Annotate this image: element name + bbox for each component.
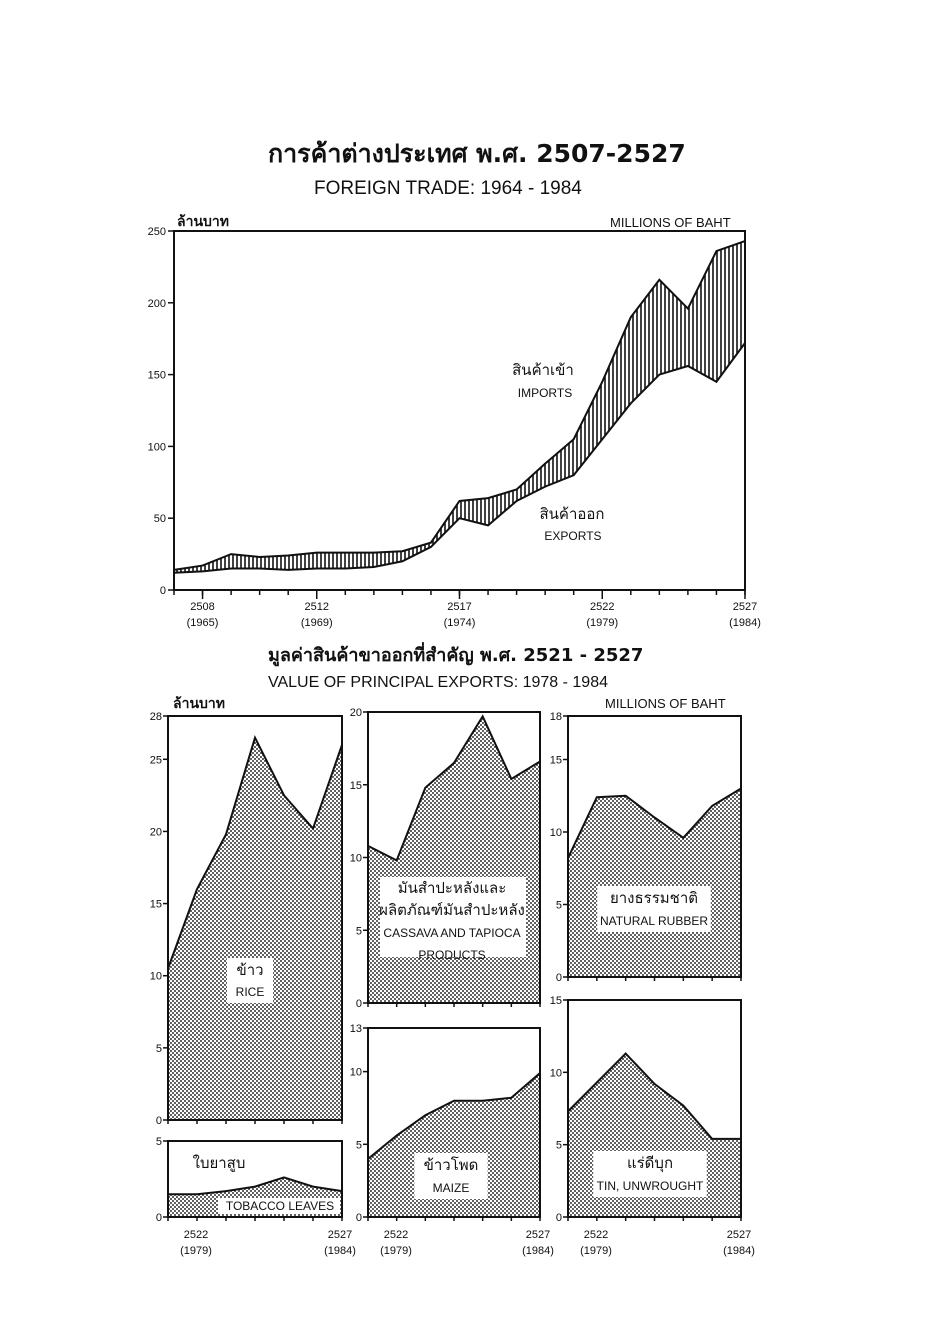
exports-point (287, 569, 289, 571)
bottom-unit-en: MILLIONS OF BAHT (605, 696, 726, 711)
y-tick-label: 250 (147, 226, 166, 238)
cassava-point (453, 762, 455, 764)
exports-point (573, 474, 575, 476)
cassava-y-tick-label: 20 (349, 707, 362, 719)
rice-area (168, 738, 342, 1120)
tin-point (596, 1082, 598, 1084)
rice-label-en: RICE (235, 985, 265, 999)
maize-point (482, 1100, 484, 1102)
exports-line (174, 343, 745, 573)
small-x-label-start: 2522 (583, 1229, 609, 1241)
rice-y-tick-label: 15 (149, 898, 162, 911)
maize-y-tick-label: 5 (355, 1139, 362, 1152)
x-tick-sublabel: (1979) (586, 617, 619, 629)
x-tick-label: 2522 (590, 601, 615, 613)
small-x-sublabel-end: (1984) (522, 1245, 554, 1257)
bottom-title-thai: มูลค่าสินค้าขาออกที่สำคัญ พ.ศ. 2521 - 2527 (268, 645, 644, 666)
tin-y-tick-label: 5 (555, 1139, 562, 1152)
imports-point (430, 542, 432, 544)
small-x-label-end: 2527 (525, 1229, 551, 1241)
tin-y-tick-label: 15 (549, 995, 562, 1007)
rice-y-tick-label: 20 (149, 826, 162, 839)
trade-balance-band (174, 241, 745, 573)
x-tick-sublabel: (1965) (186, 617, 219, 629)
maize-point (425, 1114, 427, 1116)
cassava-y-tick-label: 0 (355, 998, 362, 1010)
rubber-label-en: NATURAL RUBBER (599, 914, 709, 928)
exports-point (430, 546, 432, 548)
maize-y-tick-label: 13 (349, 1023, 362, 1035)
cassava-point (511, 778, 513, 780)
rubber-point (625, 795, 627, 797)
exports-point (459, 517, 461, 519)
tobacco-point (196, 1193, 198, 1195)
cassava-point (425, 787, 427, 789)
imports-point (287, 555, 289, 557)
tin-y-tick-label: 0 (555, 1212, 562, 1224)
imports-point (573, 438, 575, 440)
x-tick-sublabel: (1984) (729, 617, 761, 629)
small-x-label-start: 2522 (183, 1229, 209, 1241)
rice-y-tick-label: 0 (155, 1115, 162, 1127)
top-title-en: FOREIGN TRADE: 1964 - 1984 (314, 178, 582, 199)
imports-point (402, 550, 404, 552)
imports-point (659, 279, 661, 281)
cassava-point (482, 716, 484, 718)
rubber-label-thai: ยางธรรมชาติ (609, 889, 699, 907)
small-x-sublabel-start: (1979) (180, 1245, 212, 1257)
small-x-label-end: 2527 (327, 1229, 353, 1241)
tobacco-label-thai: ใบยาสูบ (192, 1154, 246, 1172)
maize-point (511, 1097, 513, 1099)
x-tick-sublabel: (1974) (443, 617, 476, 629)
rubber-point (654, 817, 656, 819)
tobacco-point (283, 1177, 285, 1179)
rubber-y-tick-label: 0 (555, 972, 562, 984)
exports-label-thai: สินค้าออก (539, 505, 605, 523)
cassava-label-thai-1: มันสำปะหลังและ (397, 879, 507, 897)
tobacco-point (225, 1190, 227, 1192)
cassava-y-tick-label: 5 (355, 925, 362, 938)
tin-y-tick-label: 10 (549, 1067, 562, 1080)
exports-point (659, 374, 661, 376)
tin-point (654, 1083, 656, 1085)
rice-y-tick-label: 10 (149, 970, 162, 983)
maize-point (396, 1135, 398, 1137)
cassava-panel (350, 707, 541, 1010)
small-x-label-end: 2527 (726, 1229, 752, 1241)
exports-point (601, 438, 603, 440)
rubber-y-tick-label: 5 (555, 899, 562, 912)
rice-point (254, 737, 256, 739)
bottom-unit-thai: ล้านบาท (173, 696, 225, 712)
imports-point (202, 565, 204, 567)
tobacco-y-tick-label: 5 (155, 1136, 162, 1148)
exports-point (373, 566, 375, 568)
rice-y-tick-label: 25 (149, 754, 162, 767)
exports-point (202, 571, 204, 573)
rubber-point (711, 805, 713, 807)
imports-point (601, 381, 603, 383)
rice-point (312, 828, 314, 830)
top-unit-en: MILLIONS OF BAHT (610, 215, 731, 230)
exports-point (687, 365, 689, 367)
maize-point (453, 1100, 455, 1102)
maize-y-tick-label: 10 (349, 1066, 362, 1079)
rubber-y-tick-label: 18 (549, 711, 562, 723)
exports-label-en: EXPORTS (544, 529, 602, 543)
exports-point (230, 568, 232, 570)
maize-y-tick-label: 0 (355, 1212, 362, 1224)
y-tick-label: 0 (159, 585, 166, 597)
y-tick-label: 150 (147, 369, 166, 382)
bottom-title-en: VALUE OF PRINCIPAL EXPORTS: 1978 - 1984 (268, 674, 608, 691)
imports-point (630, 316, 632, 318)
maize-label-thai: ข้าวโพด (423, 1156, 479, 1174)
y-tick-label: 100 (147, 441, 166, 454)
cassava-y-tick-label: 10 (349, 852, 362, 865)
top-unit-thai: ล้านบาท (177, 214, 229, 230)
imports-label-en: IMPORTS (517, 386, 573, 400)
rice-y-tick-label: 5 (155, 1042, 162, 1055)
x-tick-label: 2527 (732, 601, 758, 613)
exports-point (402, 560, 404, 562)
small-x-label-start: 2522 (383, 1229, 409, 1241)
x-tick-label: 2512 (304, 601, 329, 613)
x-tick-label: 2517 (447, 601, 472, 613)
cassava-point (396, 860, 398, 862)
rice-panel (150, 711, 343, 1127)
tin-label-thai: แร่ดีบุก (626, 1154, 674, 1172)
exports-point (316, 568, 318, 570)
rice-point (283, 795, 285, 797)
x-tick-sublabel: (1969) (300, 617, 333, 629)
rice-label-thai: ข้าว (236, 961, 264, 979)
y-tick-label: 200 (147, 297, 166, 310)
cassava-label-thai-2: ผลิตภัณฑ์มันสำปะหลัง (379, 901, 525, 919)
imports-point (544, 463, 546, 465)
tobacco-y-tick-label: 0 (155, 1212, 162, 1224)
imports-point (487, 497, 489, 499)
rubber-point (683, 837, 685, 839)
imports-point (716, 250, 718, 252)
rubber-y-tick-label: 15 (549, 754, 562, 767)
rubber-y-tick-label: 10 (549, 827, 562, 839)
exports-point (259, 568, 261, 570)
imports-point (230, 553, 232, 555)
small-x-sublabel-start: (1979) (380, 1245, 412, 1257)
small-x-sublabel-end: (1984) (723, 1245, 755, 1257)
cassava-y-tick-label: 15 (349, 779, 362, 792)
imports-point (345, 552, 347, 554)
maize-label-en: MAIZE (432, 1181, 470, 1195)
small-x-sublabel-end: (1984) (324, 1245, 356, 1257)
top-title-thai: การค้าต่างประเทศ พ.ศ. 2507-2527 (268, 139, 686, 168)
tobacco-point (312, 1186, 314, 1188)
imports-point (687, 308, 689, 310)
imports-point (459, 500, 461, 502)
exports-point (345, 568, 347, 570)
tin-point (711, 1138, 713, 1140)
tin-point (625, 1053, 627, 1055)
small-x-sublabel-start: (1979) (580, 1245, 612, 1257)
exports-point (544, 486, 546, 488)
imports-point (373, 552, 375, 554)
rice-y-tick-label: 28 (149, 711, 162, 723)
rubber-point (596, 796, 598, 798)
imports-point (516, 489, 518, 491)
imports-point (316, 552, 318, 554)
tobacco-label-en: TOBACCO LEAVES (225, 1199, 335, 1213)
imports-point (259, 556, 261, 558)
rice-point (225, 834, 227, 836)
tin-point (683, 1105, 685, 1107)
y-tick-label: 50 (153, 513, 166, 526)
tin-label-en: TIN, UNWROUGHT (596, 1179, 704, 1193)
trade-chart (148, 226, 761, 629)
rubber-panel (550, 711, 742, 984)
tobacco-point (254, 1186, 256, 1188)
exports-point (716, 381, 718, 383)
cassava-label-en-1: CASSAVA AND TAPIOCA (383, 926, 521, 940)
exports-point (487, 525, 489, 527)
rice-point (196, 888, 198, 890)
exports-point (516, 500, 518, 502)
imports-label-thai: สินค้าเข้า (512, 361, 574, 379)
exports-point (630, 403, 632, 405)
x-tick-label: 2508 (190, 601, 215, 613)
cassava-label-en-2: PRODUCTS (418, 948, 486, 962)
